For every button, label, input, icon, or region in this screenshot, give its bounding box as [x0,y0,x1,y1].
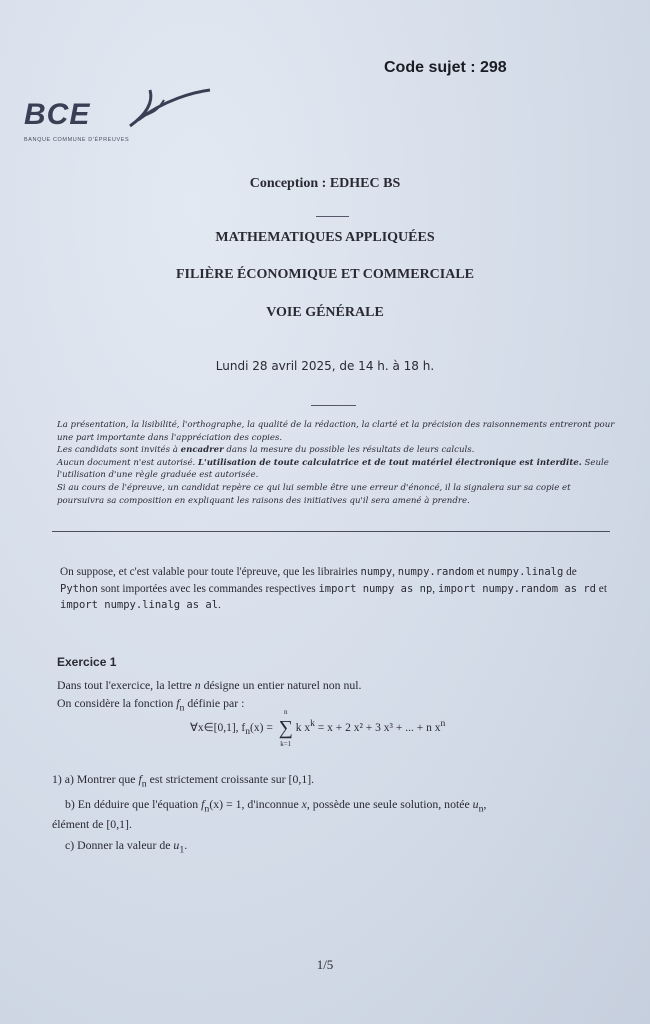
title-separator [316,216,349,217]
python-intro: On suppose, et c'est valable pour toute l'épreuve, que les librairies numpy, numpy.random et numpy.linalg de Python sont importées avec les commandes respectives import numpy as np, import numpy.random as rd et import numpy.linalg as al. [60,566,607,611]
exercise-line-2: On considère la fonction $f_n$ définie par : [57,696,245,714]
voie-title: VOIE GÉNÉRALE [266,305,384,320]
instructions-block [57,419,617,507]
conception-line: Conception : EDHEC BS [249,176,401,191]
question-1b-continued: élément de [0,1]. [52,817,132,831]
instruction-presentation: La présentation, la lisibilité, l'orthographe, la qualité de la rédaction, la clarté et la précision des raisonnements entreront pour une part importante dans l'appréciation des copies. [57,420,615,443]
subject-title: MATHEMATIQUES APPLIQUÉES [215,230,435,245]
question-1a: 1) a) Montrer que $f_n$ est strictement croissante sur [0,1]. [52,772,315,790]
exercise-title: Exercice 1 [57,655,117,669]
bce-logo [24,86,224,148]
logo-subtitle: BANQUE COMMUNE D'ÉPREUVES [24,137,130,143]
subject-code: Code sujet : 298 [384,59,507,76]
instruction-erreur: Si au cours de l'épreuve, un candidat repère ce qui lui semble être une erreur d'énoncé, il la signalera sur sa copie et poursuivra sa composition en expliquant les raisons des initiatives qu'il sera amené à prendre. [57,482,571,506]
question-1b: b) En déduire que l'équation $f_n(x) = 1$, d'inconnue x, possède une seule solution, notée $u_n$, [65,797,487,815]
filiere-title: FILIÈRE ÉCONOMIQUE ET COMMERCIALE [175,267,475,282]
page-number: 1/5 [316,957,334,972]
instruction-documents: Aucun document n'est autorisé. L'utilisation de toute calculatrice et de tout matériel électronique est interdite. Seule l'utilisation d'une règle graduée est autorisée. [57,457,609,481]
exam-date: Lundi 28 avril 2025, de 14 h. à 18 h. [215,359,435,373]
sum-symbol: n ∑ k=1 [278,708,293,749]
function-definition-formula: ∀x∈[0,1], $f_n(x)$ = n ∑ k=1 k $x^k = x + 2$ x² + 3 x³ + ... + n $x^n$ [190,708,446,749]
question-1c: c) Donner la valeur de $u_1$. [65,838,188,856]
date-separator [311,405,356,406]
logo-text: BCE [24,98,91,131]
instruction-encadrer: Les candidats sont invités à encadrer dans la mesure du possible les résultats de leurs calculs. [57,445,475,456]
instructions-rule [52,531,610,532]
logo-swoosh-icon [124,86,234,131]
exercise-line-1: Dans tout l'exercice, la lettre n désigne un entier naturel non nul. [57,678,362,692]
